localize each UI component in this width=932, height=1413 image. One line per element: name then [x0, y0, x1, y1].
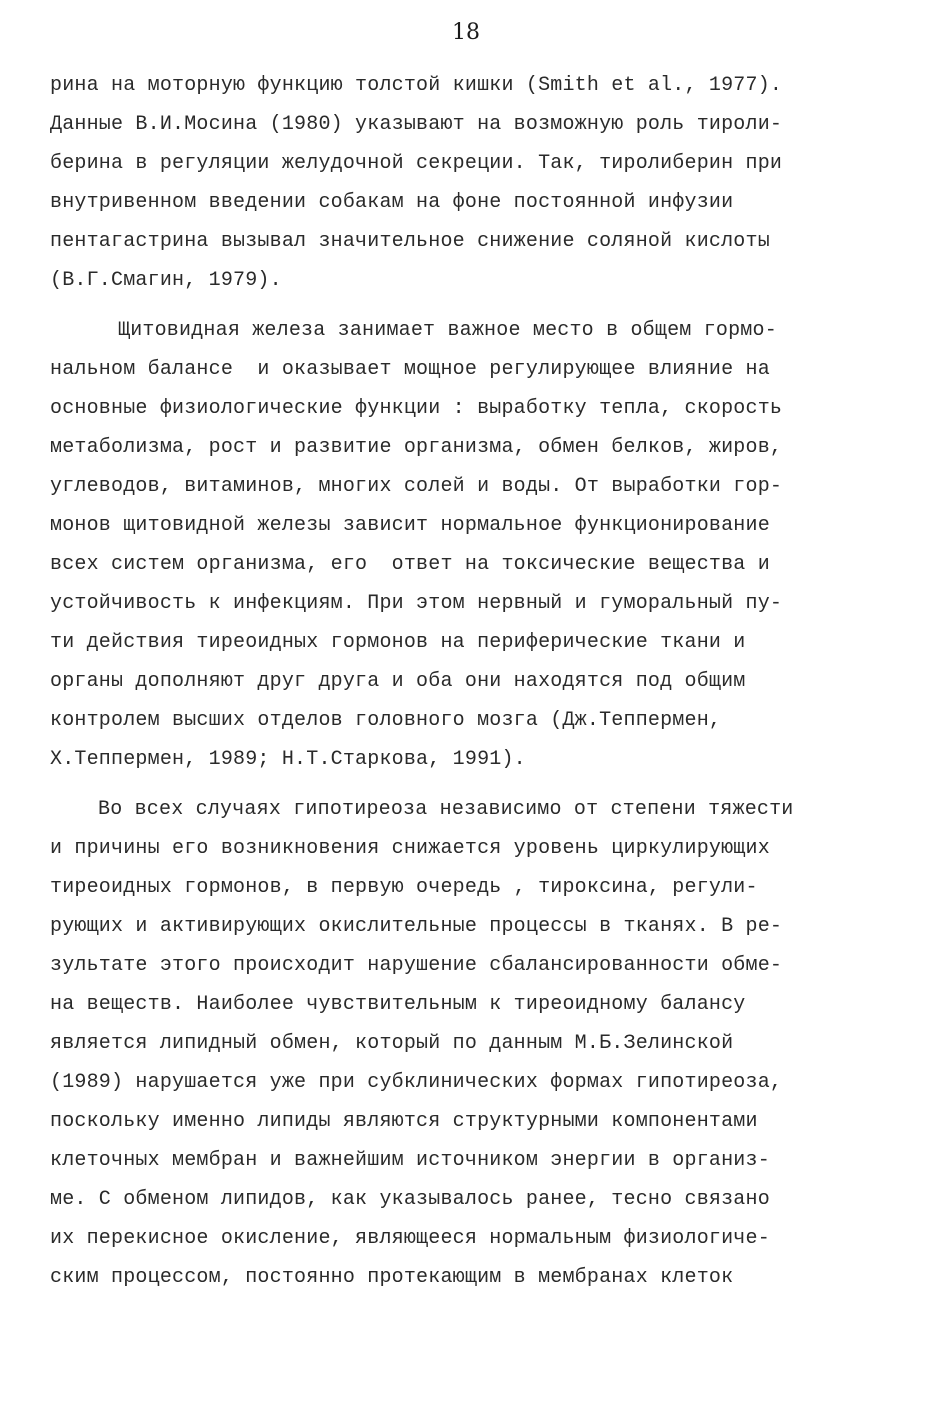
text-line: Данные В.И.Мосина (1980) указывают на возможную роль тироли- [50, 113, 783, 136]
text-line: берина в регуляции желудочной секреции. Так, тиролиберин при [50, 152, 783, 175]
text-line: ти действия тиреоидных гормонов на периферические ткани и [50, 631, 746, 654]
text-line: нальном балансе и оказывает мощное регулирующее влияние на [50, 358, 770, 381]
text-line: контролем высших отделов головного мозга (Дж.Теппермен, [50, 709, 722, 732]
text-line: внутривенном введении собакам на фоне постоянной инфузии [50, 191, 734, 214]
text-line: органы дополняют друг друга и оба они находятся под общим [50, 670, 746, 693]
text-line: на веществ. Наиболее чувствительным к тиреоидному балансу [50, 993, 746, 1016]
text-line: их перекисное окисление, являющееся нормальным физиологиче- [50, 1227, 770, 1250]
text-line: Щитовидная железа занимает важное место в общем гормо- [118, 319, 777, 342]
text-line: Х.Теппермен, 1989; Н.Т.Старкова, 1991). [50, 748, 526, 771]
text-line: рующих и активирующих окислительные процессы в тканях. В ре- [50, 915, 783, 938]
text-line: (В.Г.Смагин, 1979). [50, 269, 282, 292]
text-line: является липидный обмен, который по данным М.Б.Зелинской [50, 1032, 734, 1055]
page-number: 18 [452, 20, 480, 45]
text-line: клеточных мембран и важнейшим источником энергии в организ- [50, 1149, 770, 1172]
text-line: основные физиологические функции : выработку тепла, скорость [50, 397, 783, 420]
text-line: ским процессом, постоянно протекающим в мембранах клеток [50, 1266, 734, 1289]
text-line: рина на моторную функцию толстой кишки (Smith et al., 1977). [50, 74, 783, 97]
text-line: (1989) нарушается уже при субклинических формах гипотиреоза, [50, 1071, 783, 1094]
text-line: метаболизма, рост и развитие организма, обмен белков, жиров, [50, 436, 783, 459]
text-line: углеводов, витаминов, многих солей и воды. От выработки гор- [50, 475, 783, 498]
text-line: зультате этого происходит нарушение сбалансированности обме- [50, 954, 783, 977]
text-line: пентагастрина вызывал значительное снижение соляной кислоты [50, 230, 770, 253]
text-line: тиреоидных гормонов, в первую очередь , тироксина, регули- [50, 876, 758, 899]
text-line: устойчивость к инфекциям. При этом нервный и гуморальный пу- [50, 592, 783, 615]
text-line: всех систем организма, его ответ на токсические вещества и [50, 553, 770, 576]
text-line: ме. С обменом липидов, как указывалось ранее, тесно связано [50, 1188, 770, 1211]
text-line: монов щитовидной железы зависит нормальное функционирование [50, 514, 770, 537]
text-line: и причины его возникновения снижается уровень циркулирующих [50, 837, 770, 860]
text-line: поскольку именно липиды являются структурными компонентами [50, 1110, 758, 1133]
text-line: Во всех случаях гипотиреоза независимо от степени тяжести [98, 798, 794, 821]
